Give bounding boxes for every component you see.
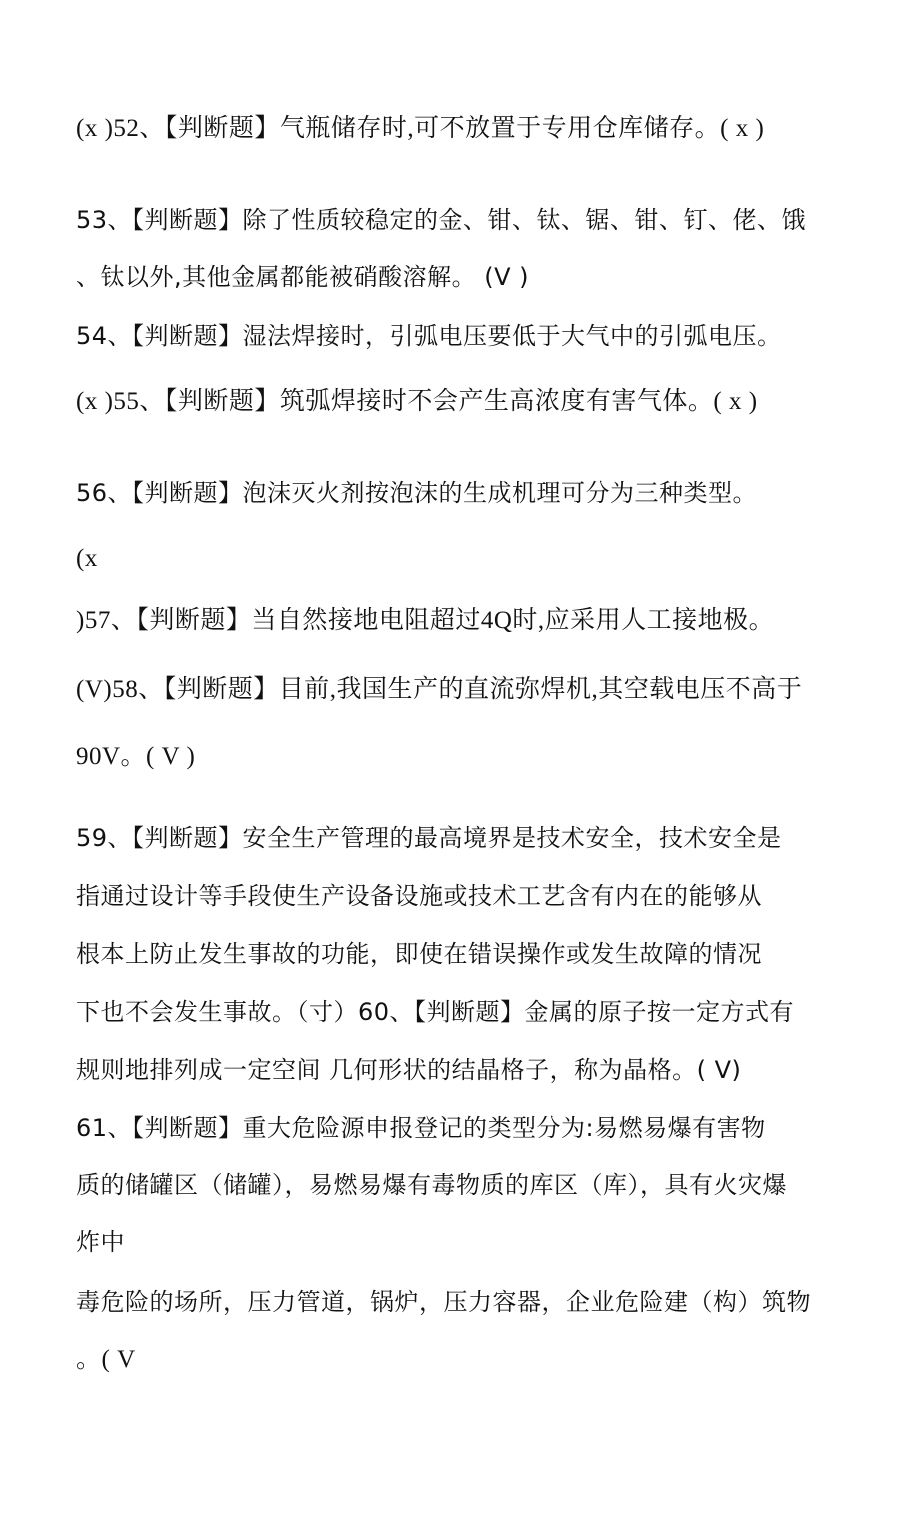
- question-58-line-2: 90V。( V ): [76, 743, 196, 770]
- question-59-line-1: 59、【判断题】安全生产管理的最高境界是技术安全，技术安全是: [76, 824, 782, 852]
- question-61-line-4: 毒危险的场所，压力管道，锅炉，压力容器，企业危险建（构）筑物: [76, 1288, 811, 1316]
- question-55-line: (x )55、【判断题】筑弧焊接时不会产生高浓度有害气体。( x ): [76, 388, 758, 415]
- question-53-line-2: 、钛以外,其他金属都能被硝酸溶解。 (V ): [76, 263, 530, 291]
- question-61-answer-line: 。( V: [76, 1346, 136, 1373]
- question-59-line-3: 根本上防止发生事故的功能，即使在错误操作或发生故障的情况: [76, 940, 762, 968]
- question-60-line-2: 规则地排列成一定空间 几何形状的结晶格子，称为晶格。( V): [76, 1056, 742, 1084]
- question-61-line-1: 61、【判断题】重大危险源申报登记的类型分为:易燃易爆有害物: [76, 1114, 766, 1142]
- question-56-answer-line: (x: [76, 545, 98, 572]
- question-61-line-3: 炸中: [76, 1228, 125, 1256]
- question-56-line: 56、【判断题】泡沫灭火剂按泡沫的生成机理可分为三种类型。: [76, 479, 758, 507]
- question-58-line-1: (V)58、【判断题】目前,我国生产的直流弥焊机,其空载电压不高于: [76, 676, 803, 703]
- question-57-line: )57、【判断题】当自然接地电阻超过4Q时,应采用人工接地极。: [76, 607, 775, 634]
- question-53-line-1: 53、【判断题】除了性质较稳定的金、钳、钛、锯、钳、钉、佬、饿: [76, 206, 807, 234]
- question-61-line-2: 质的储罐区（储罐），易燃易爆有毒物质的库区（库），具有火灾爆: [76, 1171, 787, 1199]
- question-59-line-2: 指通过设计等手段使生产设备设施或技术工艺含有内在的能够从: [76, 882, 762, 910]
- question-54-line: 54、【判断题】湿法焊接时，引弧电压要低于大气中的引弧电压。: [76, 322, 782, 350]
- question-52-line: (x )52、【判断题】气瓶储存时,可不放置于专用仓库储存。( x ): [76, 115, 765, 142]
- question-59-60-line: 下也不会发生事故。（寸）60、【判断题】金属的原子按一定方式有: [76, 998, 795, 1026]
